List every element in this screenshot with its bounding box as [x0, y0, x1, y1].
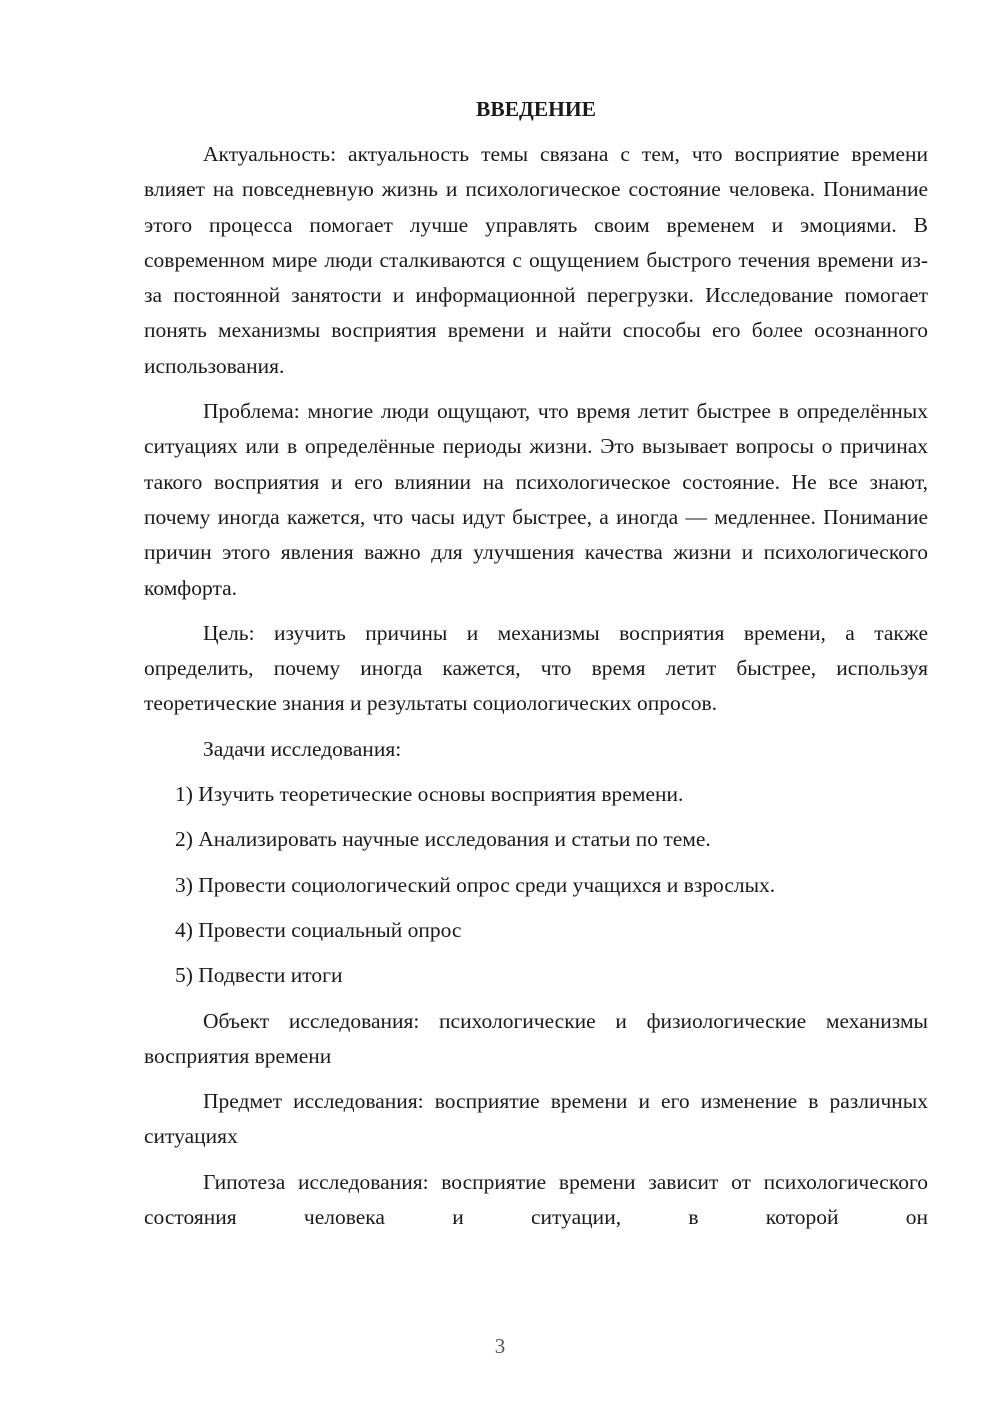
page-number: 3 — [494, 1334, 506, 1358]
section-heading: ВВЕДЕНИЕ — [476, 97, 596, 121]
paragraph-relevance: Актуальность: актуальность темы связана с тем, что восприятие времени влияет на повседневную жизнь и психологическое состояние человека. Понимание этого процесса помогает лучше управлять своим временем и эмоциями. В современном мире люди сталкиваются с ощущением быстрого течения времени из-за постоянной занятости и информационной перегрузки. Исследование помогает понять механизмы восприятия времени и найти способы его более осознанного использования. — [144, 142, 928, 378]
task-item: 1) Изучить теоретические основы восприятия времени. — [175, 782, 684, 807]
task-item: 4) Провести социальный опрос — [175, 917, 462, 942]
paragraph-problem: Проблема: многие люди ощущают, что время летит быстрее в определённых ситуациях или в определённые периоды жизни. Это вызывает вопросы о причинах такого восприятия и его влиянии на психологическое состояние. Не все знают, почему иногда кажется, что часы идут быстрее, а иногда — медленнее. Понимание причин этого явления важно для улучшения качества жизни и психологического комфорта. — [144, 399, 928, 600]
tasks-list — [144, 777, 928, 993]
tasks-title: Задачи исследования: — [203, 736, 402, 761]
page-content — [144, 92, 928, 1245]
task-item: 3) Провести социологический опрос среди учащихся и взрослых. — [175, 872, 776, 897]
task-item: 2) Анализировать научные исследования и статьи по теме. — [175, 827, 711, 852]
paragraph-hypothesis: Гипотеза исследования: восприятие времени зависит от психологического состояния человека и ситуации, в которой он — [144, 1169, 928, 1230]
paragraph-subject: Предмет исследования: восприятие времени и его изменение в различных ситуациях — [144, 1089, 928, 1149]
task-item: 5) Подвести итоги — [175, 963, 343, 988]
paragraph-goal: Цель: изучить причины и механизмы восприятия времени, а также определить, почему иногда кажется, что время летит быстрее, используя теоретические знания и результаты социологических опросов. — [144, 620, 928, 716]
paragraph-object: Объект исследования: психологические и физиологические механизмы восприятия времени — [144, 1008, 928, 1068]
